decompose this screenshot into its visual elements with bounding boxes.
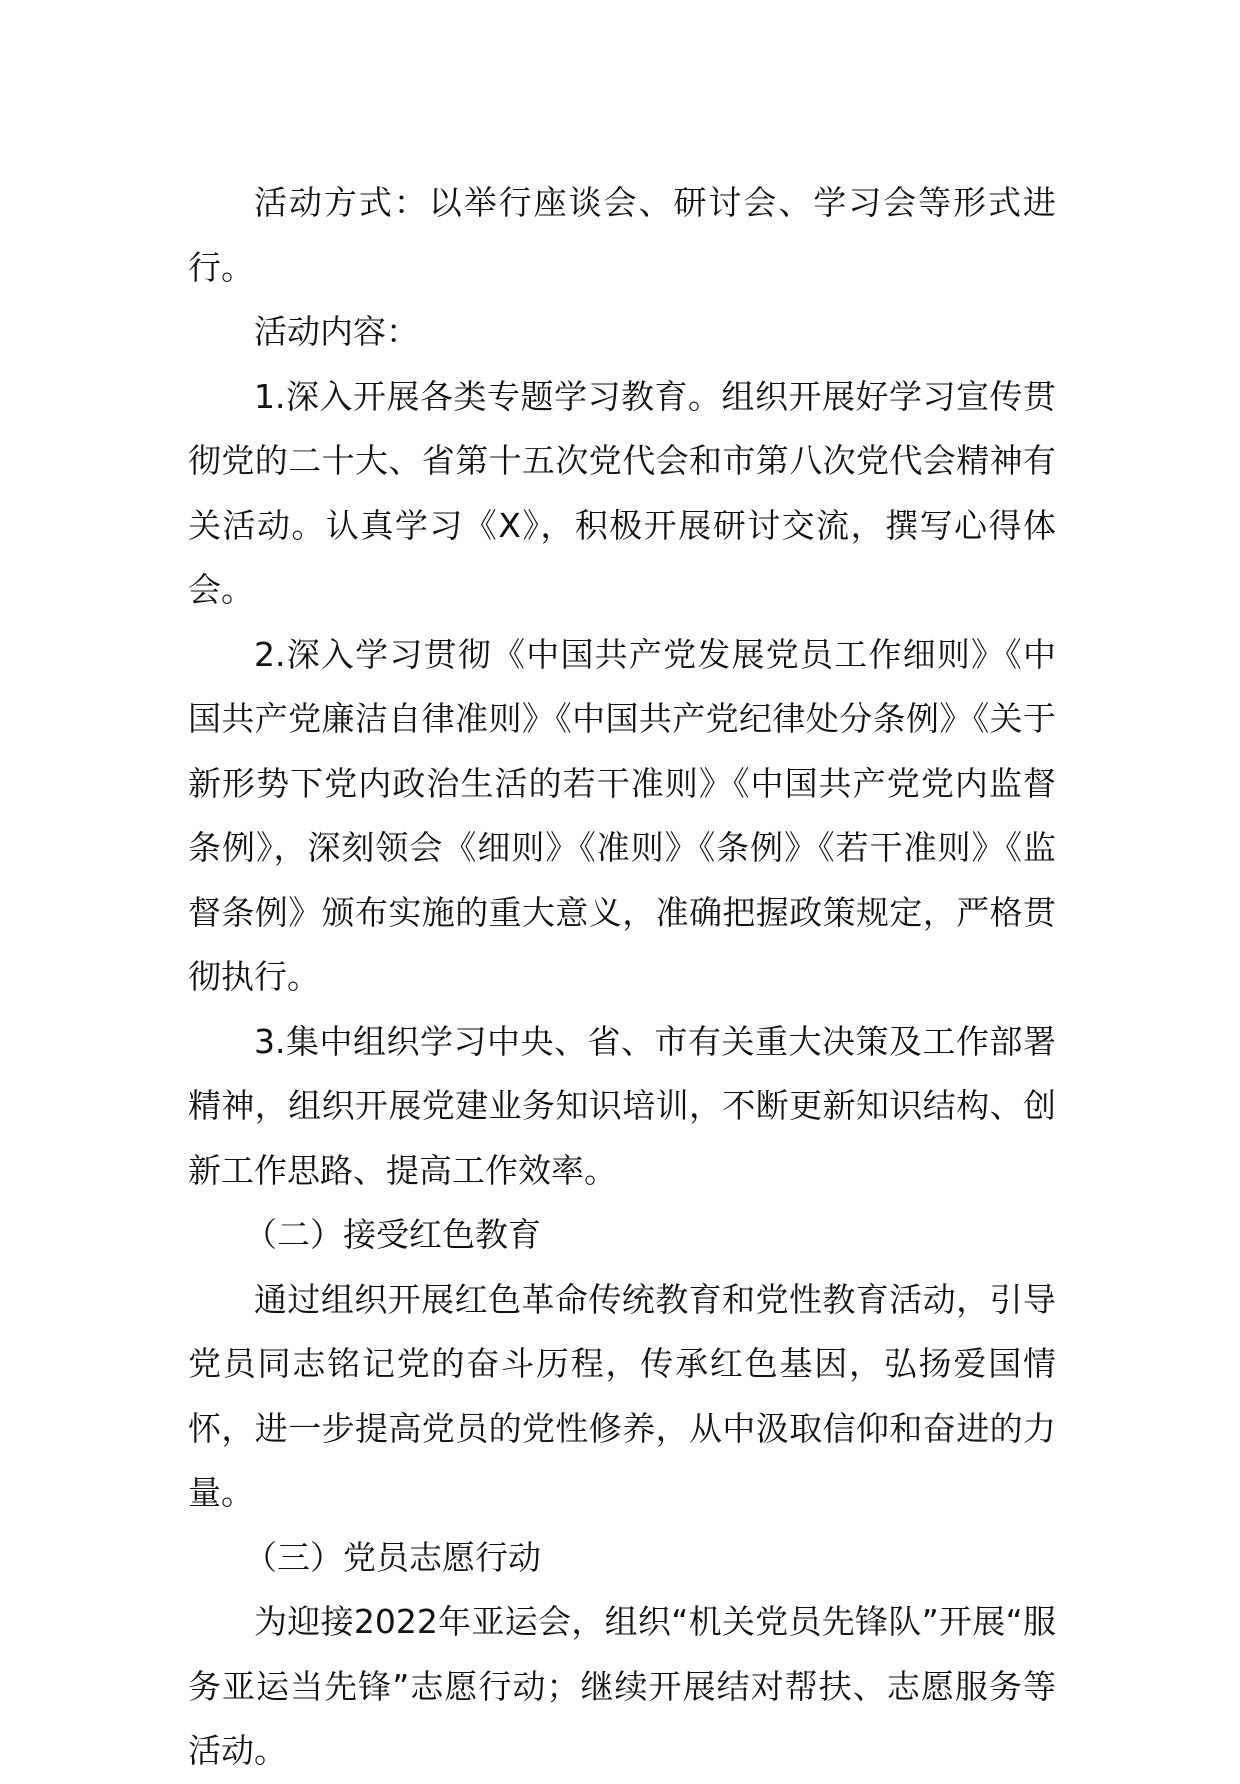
paragraph-activity-method: 活动方式：以举行座谈会、研讨会、学习会等形式进行。	[188, 183, 1056, 287]
paragraph-volunteer-action: 为迎接2022年亚运会，组织“机关党员先锋队”开展“服务亚运当先锋”志愿行动；继续开展结对帮扶、志愿服务等活动。	[188, 1602, 1056, 1770]
paragraph-item-2: 2.深入学习贯彻《中国共产党发展党员工作细则》《中国共产党廉洁自律准则》《中国共产党纪律处分条例》《关于新形势下党内政治生活的若干准则》《中国共产党党内监督条例》，深刻领会《细则》《准则》《条例》《若干准则》《监督条例》颁布实施的重大意义，准确把握政策规定，严格贯彻执行。	[188, 634, 1056, 996]
paragraph-item-1: 1.深入开展各类专题学习教育。组织开展好学习宣传贯彻党的二十大、省第十五次党代会和市第八次党代会精神有关活动。认真学习《X》，积极开展研讨交流，撰写心得体会。	[188, 376, 1056, 609]
section-heading-red-education: （二）接受红色教育	[244, 1215, 541, 1254]
paragraph-red-education: 通过组织开展红色革命传统教育和党性教育活动，引导党员同志铭记党的奋斗历程，传承红色基因，弘扬爱国情怀，进一步提高党员的党性修养，从中汲取信仰和奋进的力量。	[188, 1279, 1056, 1512]
paragraph-item-3: 3.集中组织学习中央、省、市有关重大决策及工作部署精神，组织开展党建业务知识培训，不断更新知识结构、创新工作思路、提高工作效率。	[188, 1021, 1056, 1190]
document-body	[188, 171, 1056, 1784]
section-heading-volunteer-action: （三）党员志愿行动	[244, 1537, 541, 1577]
paragraph-activity-content-label: 活动内容：	[254, 312, 419, 351]
